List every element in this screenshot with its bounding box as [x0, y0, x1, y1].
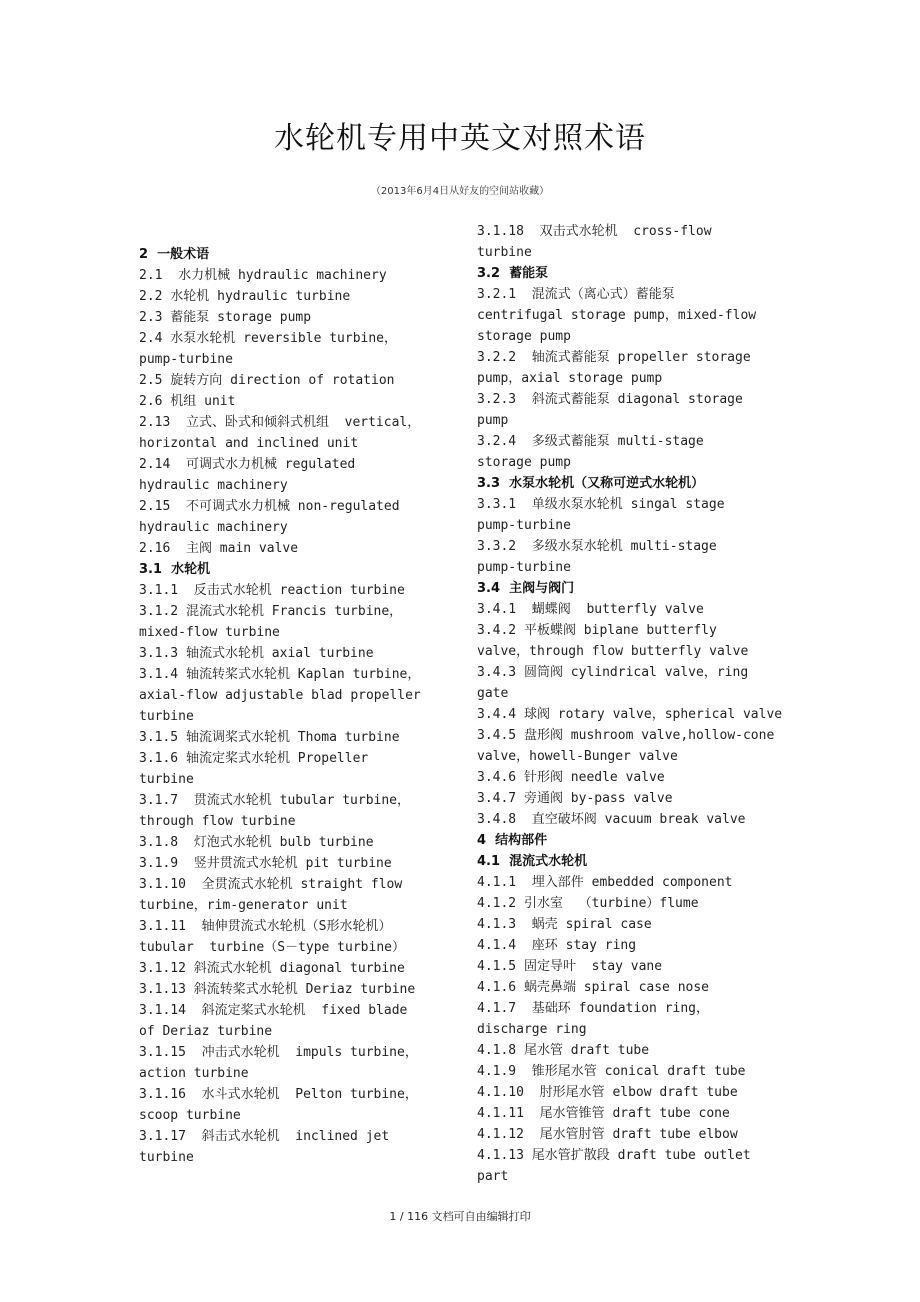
term-line: hydraulic machinery: [139, 520, 288, 535]
term-line: 3.1.4 轴流转桨式水轮机 Kaplan turbine，: [139, 667, 421, 682]
term-line: 3.2.3 斜流式蓄能泵 diagonal storage: [477, 392, 743, 407]
term-line: 2.2 水轮机 hydraulic turbine: [139, 289, 351, 304]
term-line: scoop turbine: [139, 1108, 241, 1123]
term-line: storage pump: [477, 455, 571, 470]
term-line: 3.1.18 双击式水轮机 cross-flow: [477, 224, 712, 239]
term-line: 3.4.2 平板蝶阀 biplane butterfly: [477, 623, 717, 638]
term-line: 3.1.17 斜击式水轮机 inclined jet: [139, 1129, 390, 1144]
term-line: 3.1.14 斜流定桨式水轮机 fixed blade: [139, 1003, 408, 1018]
term-line: 3.4.3 圆筒阀 cylindrical valve，ring: [477, 665, 749, 680]
term-line: 2.13 立式、卧式和倾斜式机组 vertical，: [139, 415, 421, 430]
term-line: 3.1.3 轴流式水轮机 axial turbine: [139, 646, 374, 661]
section-heading: 4 结构部件: [477, 833, 548, 848]
term-line: pump-turbine: [477, 518, 571, 533]
term-line: 3.1.11 轴伸贯流式水轮机（S形水轮机）: [139, 919, 392, 934]
term-line: gate: [477, 686, 509, 701]
term-line: turbine: [139, 772, 194, 787]
term-line: of Deriaz turbine: [139, 1024, 273, 1039]
term-line: valve，howell-Bunger valve: [477, 749, 678, 764]
section-heading: 4.1 混流式水轮机: [477, 854, 588, 869]
term-line: turbine: [139, 1150, 194, 1165]
term-line: 4.1.2 引水室 （turbine）flume: [477, 896, 699, 911]
term-line: 3.1.16 水斗式水轮机 Pelton turbine，: [139, 1087, 418, 1102]
term-line: 3.4.7 旁通阀 by-pass valve: [477, 791, 673, 806]
term-line: centrifugal storage pump，mixed-flow: [477, 308, 757, 323]
term-line: action turbine: [139, 1066, 249, 1081]
term-line: 2.1 水力机械 hydraulic machinery: [139, 268, 387, 283]
page-footer: 1 / 116 文档可自由编辑打印: [389, 1210, 531, 1223]
term-line: 3.4.4 球阀 rotary valve，spherical valve: [477, 707, 783, 722]
term-line: 3.1.13 斜流转桨式水轮机 Deriaz turbine: [139, 982, 416, 997]
term-line: 3.1.2 混流式水轮机 Francis turbine，: [139, 604, 403, 619]
section-heading: 3.2 蓄能泵: [477, 266, 549, 281]
section-heading: 3.1 水轮机: [139, 562, 211, 577]
term-line: 4.1.1 埋入部件 embedded component: [477, 875, 733, 890]
term-line: 4.1.9 锥形尾水管 conical draft tube: [477, 1064, 746, 1079]
term-line: 3.2.1 混流式（离心式）蓄能泵: [477, 287, 675, 302]
term-line: hydraulic machinery: [139, 478, 288, 493]
term-line: pump，axial storage pump: [477, 371, 663, 386]
term-line: 2.5 旋转方向 direction of rotation: [139, 373, 395, 388]
term-line: 3.1.6 轴流定桨式水轮机 Propeller: [139, 751, 369, 766]
term-line: 4.1.3 蜗壳 spiral case: [477, 917, 652, 932]
term-line: 4.1.4 座环 stay ring: [477, 938, 637, 953]
term-line: storage pump: [477, 329, 571, 344]
term-line: 3.4.5 盘形阀 mushroom valve,hollow-cone: [477, 728, 775, 743]
term-line: 3.1.1 反击式水轮机 reaction turbine: [139, 583, 405, 598]
term-line: 3.4.8 直空破坏阀 vacuum break valve: [477, 812, 746, 827]
term-line: mixed-flow turbine: [139, 625, 280, 640]
term-line: 3.1.9 竖井贯流式水轮机 pit turbine: [139, 856, 392, 871]
term-line: 4.1.11 尾水管锥管 draft tube cone: [477, 1106, 730, 1121]
term-line: 3.1.5 轴流调桨式水轮机 Thoma turbine: [139, 730, 400, 745]
term-line: 4.1.7 基础环 foundation ring，: [477, 1001, 710, 1016]
term-line: 3.2.2 轴流式蓄能泵 propeller storage: [477, 350, 751, 365]
page-subtitle: （2013年6月4日从好友的空间站收藏）: [370, 186, 550, 197]
term-line: 4.1.5 固定导叶 stay vane: [477, 959, 663, 974]
term-line: turbine: [477, 245, 532, 260]
term-line: 3.4.1 蝴蝶阀 butterfly valve: [477, 602, 704, 617]
term-line: horizontal and inclined unit: [139, 436, 359, 451]
term-line: pump-turbine: [139, 352, 233, 367]
right-column: [477, 221, 807, 1187]
section-heading: 3.4 主阀与阀门: [477, 581, 575, 596]
term-line: turbine: [139, 709, 194, 724]
term-line: 3.3.1 单级水泵水轮机 singal stage: [477, 497, 725, 512]
term-line: discharge ring: [477, 1022, 587, 1037]
term-line: part: [477, 1169, 509, 1184]
term-line: 3.3.2 多级水泵水轮机 multi-stage: [477, 539, 717, 554]
term-line: 2.16 主阀 main valve: [139, 541, 299, 556]
term-line: 3.1.10 全贯流式水轮机 straight flow: [139, 877, 403, 892]
term-line: turbine，rim-generator unit: [139, 898, 348, 913]
term-line: valve，through flow butterfly valve: [477, 644, 749, 659]
term-line: axial-flow adjustable blad propeller: [139, 688, 421, 703]
section-heading: 2 一般术语: [139, 247, 210, 262]
term-line: 4.1.8 尾水管 draft tube: [477, 1043, 650, 1058]
term-line: 3.1.12 斜流式水轮机 diagonal turbine: [139, 961, 405, 976]
section-heading: 3.3 水泵水轮机（又称可逆式水轮机）: [477, 476, 705, 491]
term-line: 4.1.6 蜗壳鼻端 spiral case nose: [477, 980, 710, 995]
term-line: 4.1.13 尾水管扩散段 draft tube outlet: [477, 1148, 751, 1163]
left-column: [139, 244, 469, 1168]
term-line: 4.1.12 尾水管肘管 draft tube elbow: [477, 1127, 738, 1142]
term-line: 2.15 不可调式水力机械 non-regulated: [139, 499, 400, 514]
term-line: pump: [477, 413, 509, 428]
term-line: 2.6 机组 unit: [139, 394, 236, 409]
term-line: 4.1.10 肘形尾水管 elbow draft tube: [477, 1085, 738, 1100]
term-line: tubular turbine（S－type turbine）: [139, 940, 405, 955]
term-line: 3.1.15 冲击式水轮机 impuls turbine，: [139, 1045, 418, 1060]
term-line: pump-turbine: [477, 560, 571, 575]
term-line: 3.4.6 针形阀 needle valve: [477, 770, 665, 785]
term-line: through flow turbine: [139, 814, 296, 829]
term-line: 2.3 蓄能泵 storage pump: [139, 310, 312, 325]
page-title: 水轮机专用中英文对照术语: [274, 121, 646, 156]
term-line: 2.14 可调式水力机械 regulated: [139, 457, 356, 472]
term-line: 3.2.4 多级式蓄能泵 multi-stage: [477, 434, 704, 449]
term-line: 2.4 水泵水轮机 reversible turbine，: [139, 331, 398, 346]
term-line: 3.1.7 贯流式水轮机 tubular turbine，: [139, 793, 411, 808]
term-line: 3.1.8 灯泡式水轮机 bulb turbine: [139, 835, 374, 850]
